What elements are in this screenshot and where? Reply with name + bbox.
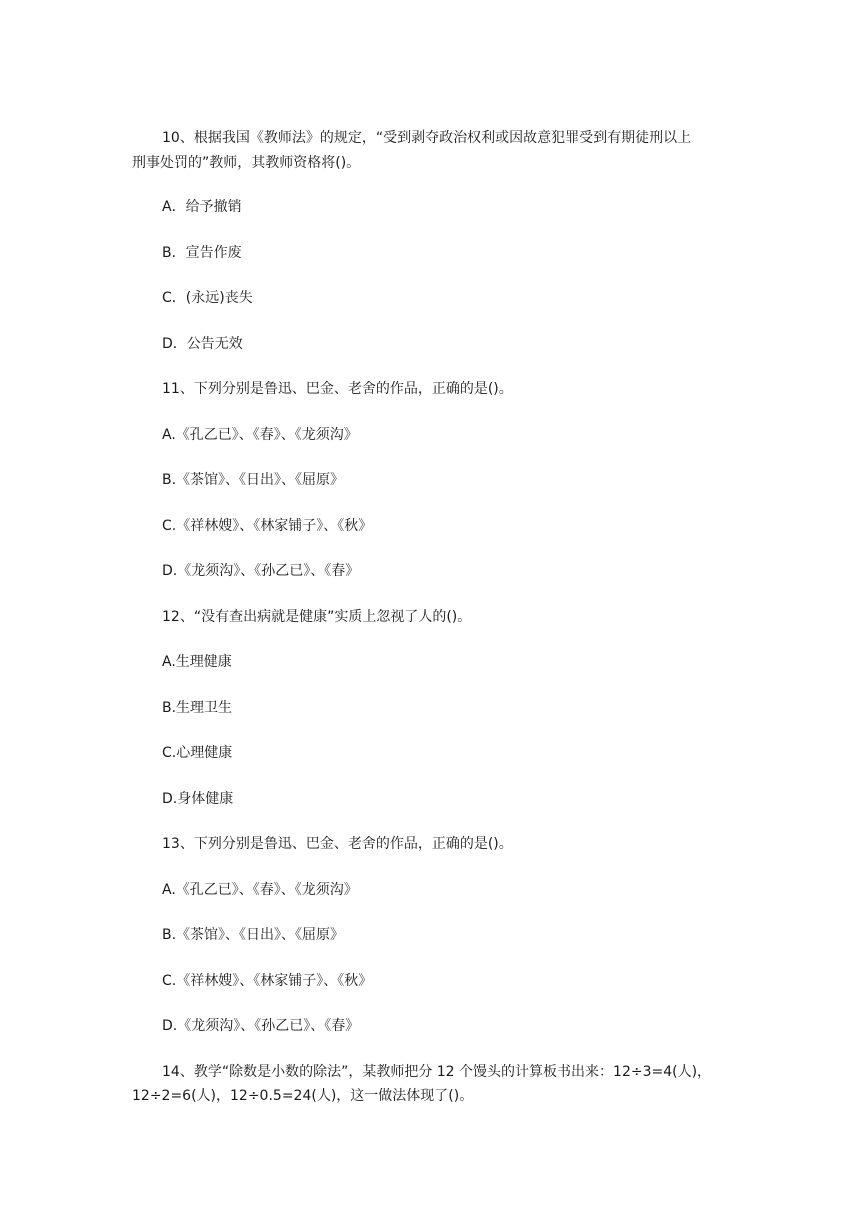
question-12-option-c: C.心理健康 xyxy=(162,745,233,761)
question-10-option-c: C．(永远)丧失 xyxy=(162,290,253,306)
question-13-option-d: D.《龙须沟》、《孙乙已》、《春》 xyxy=(162,1018,360,1034)
question-11-option-a: A.《孔乙已》、《春》、《龙须沟》 xyxy=(162,427,358,443)
question-13-option-b: B.《茶馆》、《日出》、《屈原》 xyxy=(162,927,345,943)
question-11-stem: 11、下列分别是鲁迅、巴金、老舍的作品，正确的是()。 xyxy=(162,381,513,397)
question-12-option-d: D.身体健康 xyxy=(162,791,234,807)
question-14-stem-line-1: 14、教学“除数是小数的除法”，某教师把分 12 个馒头的计算板书出来：12÷3=4(人)， xyxy=(162,1064,712,1080)
question-14-stem-line-2: 12÷2=6(人)，12÷0.5=24(人)，这一做法体现了()。 xyxy=(132,1088,474,1104)
question-11-option-d: D.《龙须沟》、《孙乙已》、《春》 xyxy=(162,563,360,579)
question-13-option-a: A.《孔乙已》、《春》、《龙须沟》 xyxy=(162,882,358,898)
question-11-option-b: B.《茶馆》、《日出》、《屈原》 xyxy=(162,472,345,488)
question-10-stem-line-2: 刑事处罚的”教师，其教师资格将()。 xyxy=(132,155,361,171)
question-10-option-d: D．公告无效 xyxy=(162,336,243,352)
question-10-stem-line-1: 10、根据我国《教师法》的规定，“受到剥夺政治权利或因故意犯罪受到有期徒刑以上 xyxy=(162,130,692,146)
question-13-option-c: C.《祥林嫂》、《林家铺子》、《秋》 xyxy=(162,973,373,989)
question-13-stem: 13、下列分别是鲁迅、巴金、老舍的作品，正确的是()。 xyxy=(162,836,513,852)
question-10-option-a: A．给予撤销 xyxy=(162,199,242,215)
question-12-option-b: B.生理卫生 xyxy=(162,700,233,716)
question-10-option-b: B．宣告作废 xyxy=(162,245,242,261)
question-12-option-a: A.生理健康 xyxy=(162,654,232,670)
question-11-option-c: C.《祥林嫂》、《林家铺子》、《秋》 xyxy=(162,518,373,534)
question-12-stem: 12、“没有查出病就是健康”实质上忽视了人的()。 xyxy=(162,609,472,625)
